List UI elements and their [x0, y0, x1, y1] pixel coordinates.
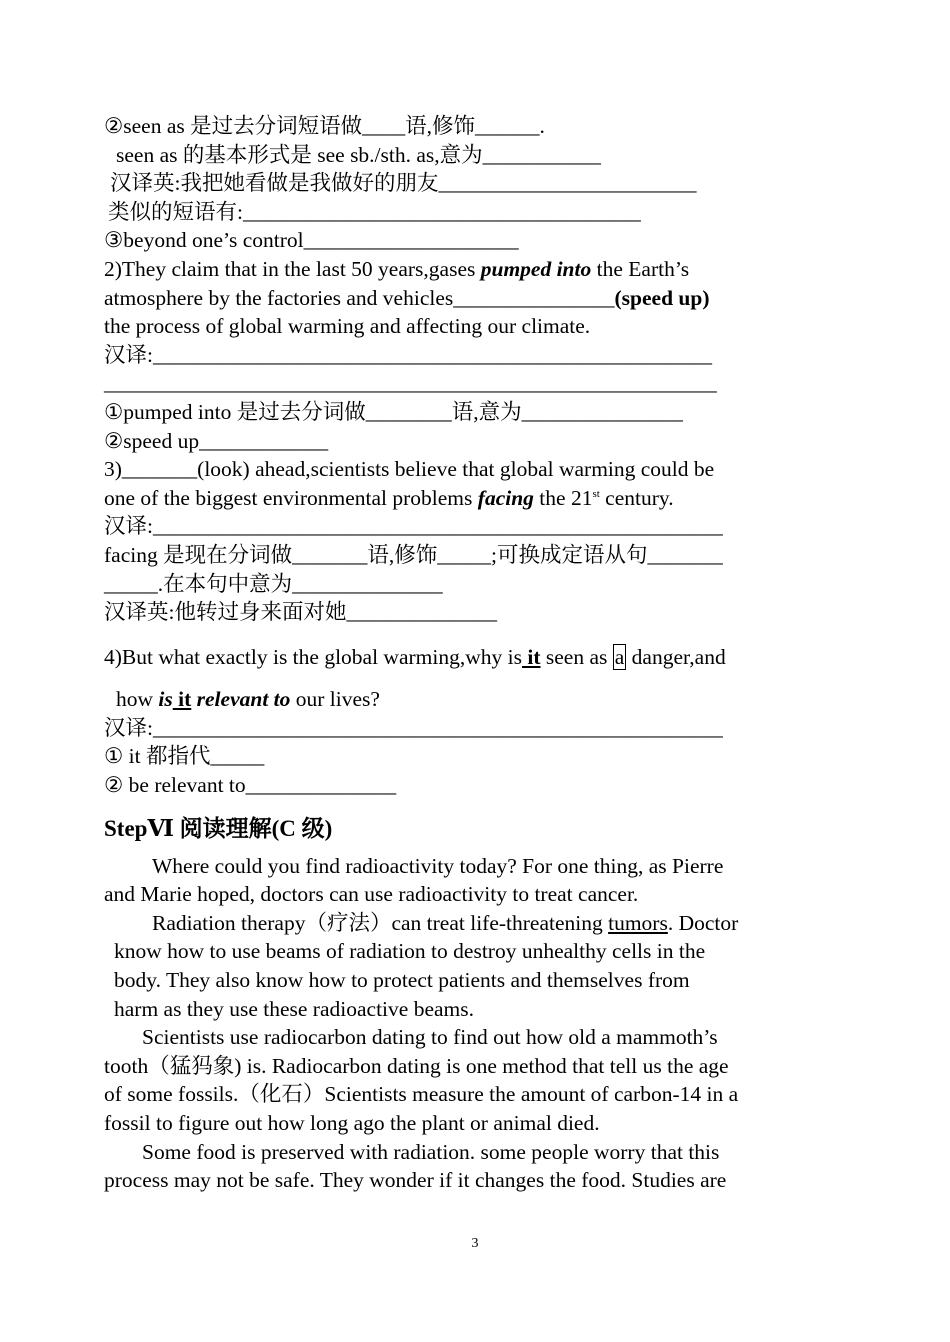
question-3-line: 3)_______(look) ahead,scientists believe that global warming could be	[104, 457, 715, 482]
passage-line: tooth（猛犸象) is. Radiocarbon dating is one method that tell us the age	[104, 1053, 729, 1078]
question-3-line: one of the biggest environmental problems facing the 21st century.	[104, 485, 674, 510]
emphasis-text: facing	[477, 485, 534, 510]
question-2-line: atmosphere by the factories and vehicles_______________(speed up)	[104, 285, 710, 310]
answer-line: 汉译:_____________________________________________________	[104, 715, 723, 740]
text-line: ③beyond one’s control____________________	[104, 228, 519, 253]
emphasis-text: relevant to	[191, 687, 291, 712]
passage-line: fossil to figure out how long ago the plant or animal died.	[104, 1111, 600, 1135]
passage-line: Scientists use radiocarbon dating to find out how old a mammoth’s	[142, 1025, 718, 1050]
underlined-word: it	[521, 644, 541, 669]
emphasis-text: pumped into	[480, 256, 592, 281]
question-2-line: the process of global warming and affecting our climate.	[104, 314, 591, 339]
text-line: ①pumped into 是过去分词做________语,意为_______________	[104, 399, 683, 424]
underlined-word: tumors	[608, 910, 668, 935]
question-4-line: how is it relevant to our lives?	[116, 687, 380, 712]
text-line: seen as 的基本形式是 see sb./sth. as,意为___________	[116, 142, 601, 167]
text-line: ② be relevant to______________	[104, 773, 397, 798]
answer-line: 汉译:____________________________________________________	[104, 342, 712, 367]
text-line: 汉译英:我把她看做是我做好的朋友________________________	[110, 171, 697, 196]
question-4-line: 4)But what exactly is the global warming,why is it seen as a danger,and	[104, 644, 726, 669]
passage-line: Some food is preserved with radiation. some people worry that this	[142, 1139, 720, 1164]
page-number: 3	[471, 1236, 479, 1251]
question-2-line: 2)They claim that in the last 50 years,gases pumped into the Earth’s	[104, 256, 690, 281]
text-line: ②seen as 是过去分词短语做____语,修饰______.	[104, 114, 545, 138]
section-heading: StepⅥ 阅读理解(C 级)	[104, 815, 333, 841]
text-line: facing 是现在分词做_______语,修饰_____;可换成定语从句_______	[104, 542, 723, 567]
boxed-word: a	[614, 644, 625, 669]
text-line: _____.在本句中意为______________	[104, 571, 443, 596]
passage-line: Where could you find radioactivity today? For one thing, as Pierre	[152, 853, 724, 878]
passage-line: process may not be safe. They wonder if it changes the food. Studies are	[104, 1168, 727, 1193]
hint-text: (speed up)	[614, 285, 710, 310]
text-line: 汉译英:他转过身来面对她______________	[104, 600, 497, 625]
document-page	[104, 112, 844, 1195]
passage-line: know how to use beams of radiation to destroy unhealthy cells in the	[114, 939, 706, 964]
answer-line: 汉译:_____________________________________________________	[104, 514, 723, 539]
passage-line: harm as they use these radioactive beams.	[114, 996, 474, 1021]
underlined-word: it	[172, 687, 192, 712]
text-line: 类似的短语有:_____________________________________	[108, 199, 641, 224]
passage-line: and Marie hoped, doctors can use radioactivity to treat cancer.	[104, 882, 639, 907]
text-line: ②speed up____________	[104, 428, 329, 453]
passage-line: body. They also know how to protect patients and themselves from	[114, 968, 690, 993]
passage-line: Radiation therapy（疗法）can treat life-threatening tumors. Doctor	[152, 910, 739, 935]
answer-line: _________________________________________________________	[104, 371, 717, 396]
text-line: ① it 都指代_____	[104, 744, 265, 769]
passage-line: of some fossils.（化石）Scientists measure the amount of carbon-14 in a	[104, 1082, 739, 1107]
